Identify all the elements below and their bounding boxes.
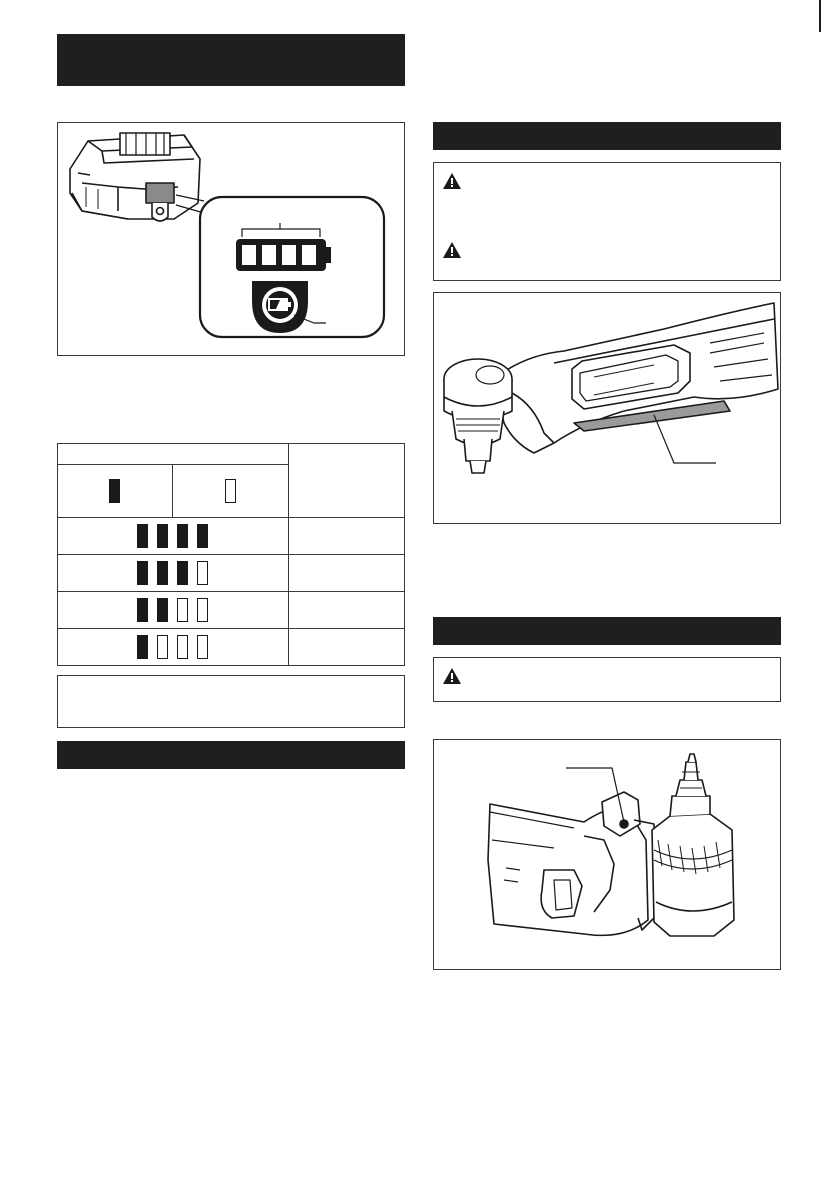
warning-triangle-icon (443, 242, 461, 258)
indicator-table (57, 443, 405, 666)
note-box (57, 675, 405, 728)
table-row (58, 592, 405, 629)
page-edge-mark (819, 0, 821, 32)
lit-segment-icon (109, 479, 120, 503)
tool-light-figure (433, 292, 781, 524)
warning-box (433, 162, 781, 281)
section-header-bar (57, 34, 405, 86)
battery-pack-illustration (58, 123, 404, 355)
section-header-bar (433, 617, 781, 645)
low-battery-icon (252, 281, 308, 333)
warning-triangle-icon (443, 668, 461, 684)
table-row (58, 555, 405, 592)
battery-level-icon (236, 239, 331, 271)
chuck-lock-figure (433, 739, 781, 970)
off-segment-icon (225, 479, 236, 503)
table-row (58, 629, 405, 666)
table-row (58, 518, 405, 555)
angle-drill-chuck-icon (434, 740, 780, 969)
table-header-indicator (58, 444, 289, 465)
table-header-remaining (288, 444, 404, 518)
angle-drill-icon (434, 293, 780, 523)
battery-pack-icon (70, 133, 200, 221)
table-header-off (172, 465, 288, 518)
warning-triangle-icon (443, 173, 461, 189)
battery-indicator-figure (57, 122, 405, 356)
warning-box (433, 657, 781, 702)
table-header-lighted (58, 465, 173, 518)
section-header-bar (433, 122, 781, 150)
section-header-bar (57, 741, 405, 769)
